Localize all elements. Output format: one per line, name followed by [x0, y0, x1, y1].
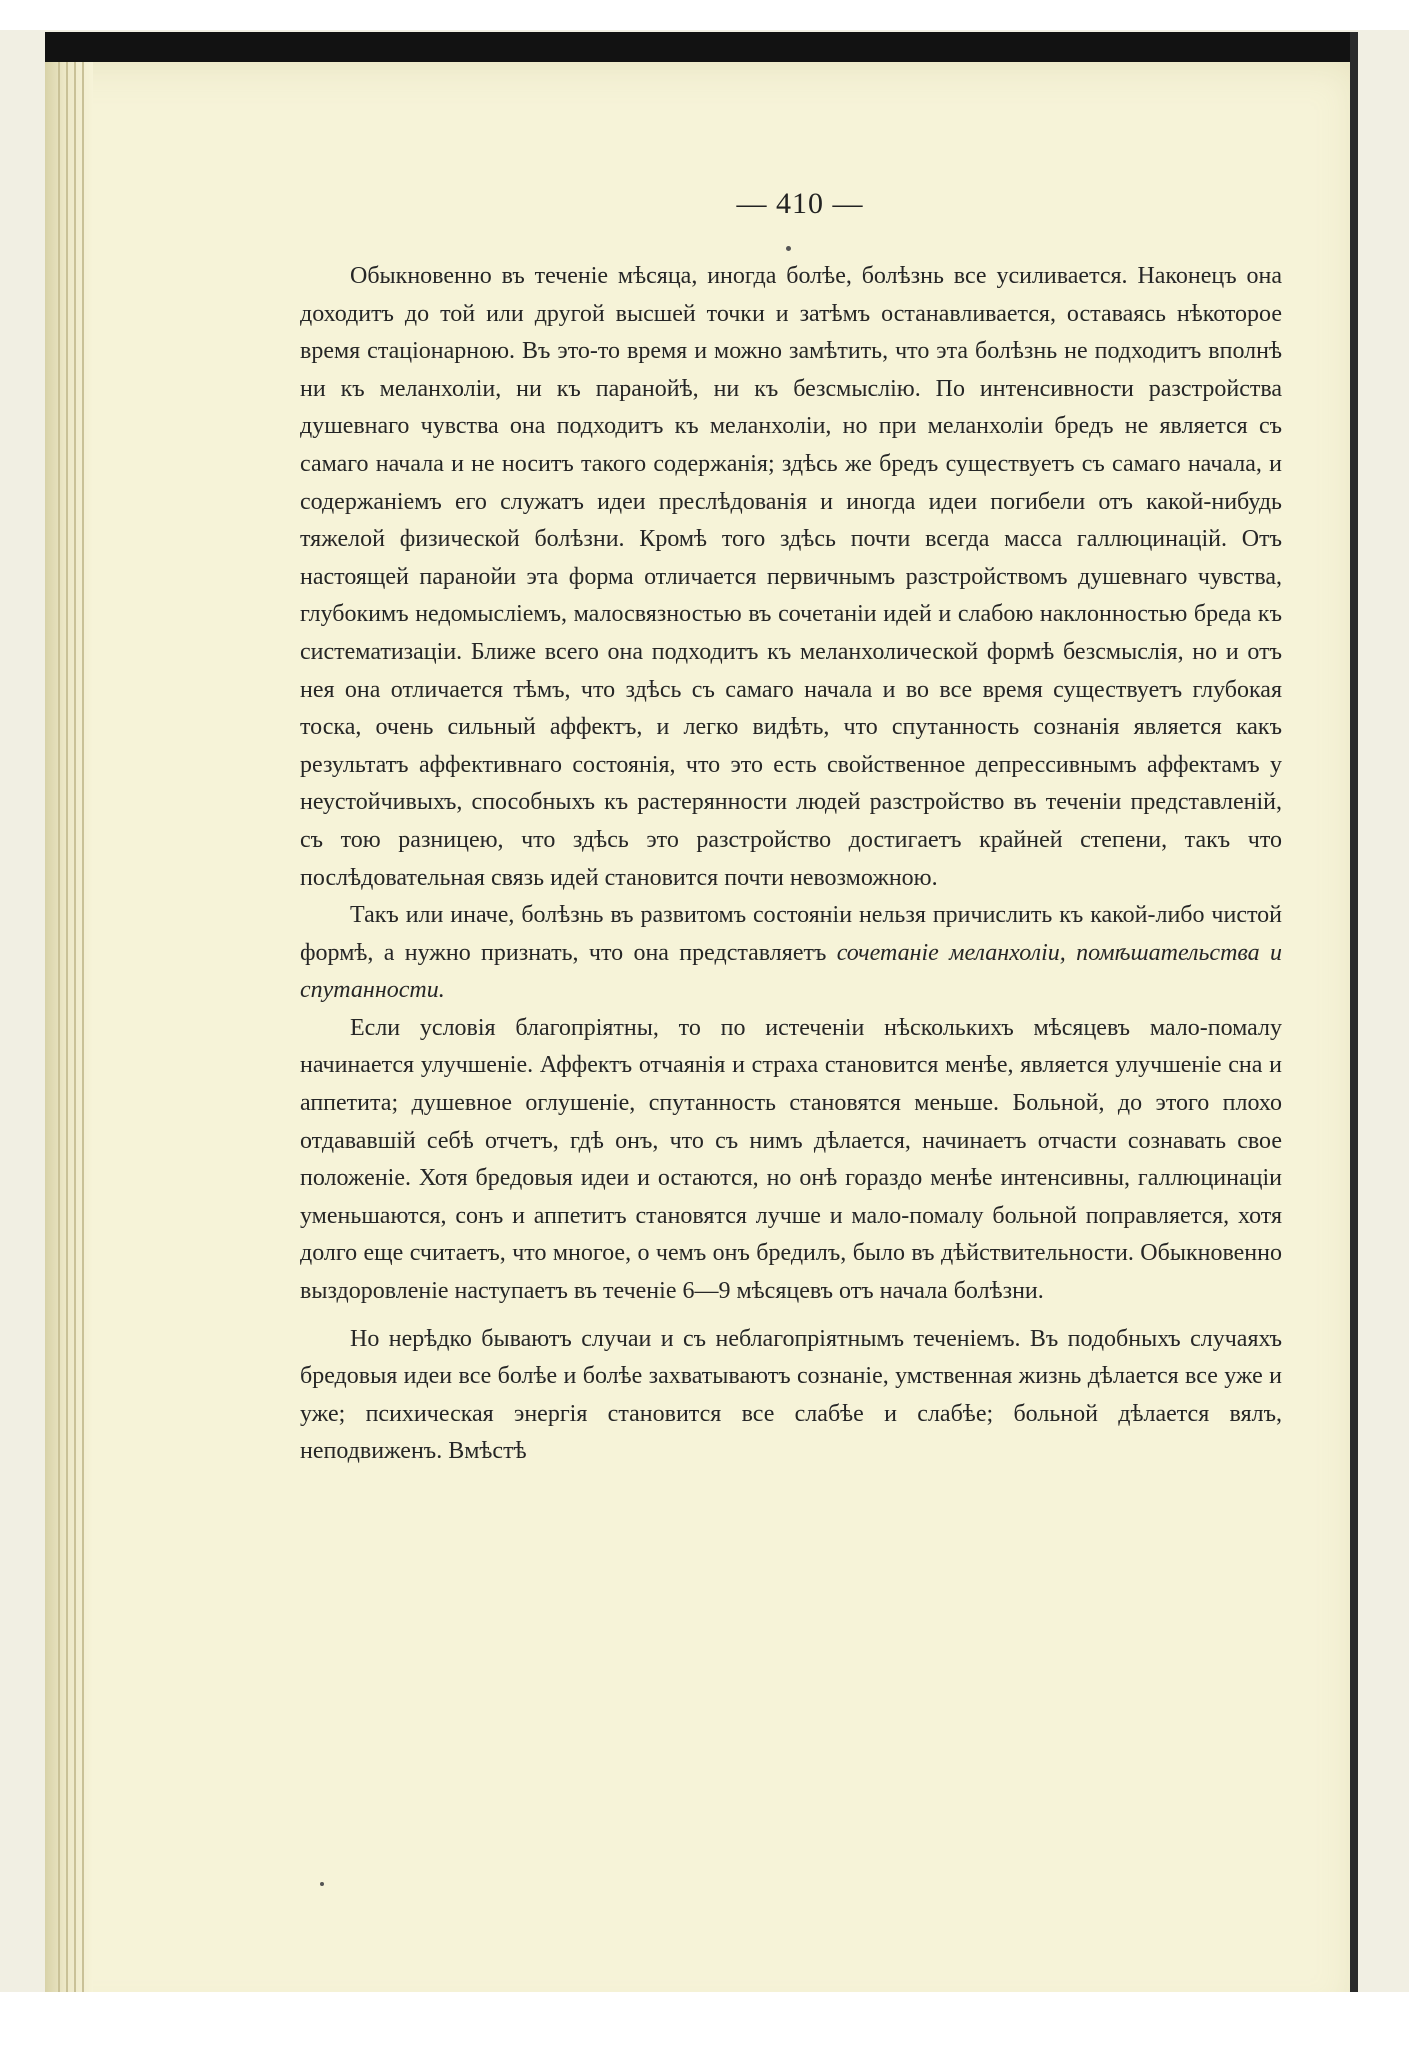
- book-spine-shadow: [45, 62, 93, 1992]
- page-edge-line: [58, 62, 60, 1992]
- print-speck: [786, 246, 791, 251]
- paragraph-2-text: Такъ или иначе, болѣзнь въ развитомъ состояніи нельзя причислить къ какой-либо чистой формѣ, а нужно признать, что она представляетъ: [300, 902, 1282, 966]
- paragraph-3: Если условія благопріятны, то по истеченіи нѣсколькихъ мѣсяцевъ мало-помалу начинается улучшеніе. Аффектъ отчаянія и страха становится менѣе, является улучшеніе сна и аппетита; душевное оглушеніе, спутанность становятся меньше. Больной, до этого плохо отдававшій себѣ отчетъ, гдѣ онъ, что съ нимъ дѣлается, начинаетъ отчасти сознавать свое положеніе. Хотя бредовыя идеи и остаются, но онѣ гораздо менѣе интенсивны, галлюцинаціи уменьшаются, сонъ и аппетитъ становятся лучше и мало-помалу больной поправляется, хотя долго еще считаетъ, что многое, о чемъ онъ бредилъ, было въ дѣйствительности. Обыкновенно выздоровленіе наступаетъ въ теченіе 6—9 мѣсяцевъ отъ начала болѣзни.: [300, 1014, 1282, 1305]
- page-edge-line: [74, 62, 76, 1992]
- page-number: — 410 —: [736, 187, 864, 220]
- page-edge-line: [82, 62, 84, 1992]
- page-body: [300, 258, 1282, 1471]
- scan-edge-right: [1350, 32, 1358, 1992]
- print-speck: [320, 1882, 324, 1886]
- scan-margin-top: [0, 0, 1409, 30]
- paragraph-2: [300, 897, 1282, 1010]
- page-edge-line: [66, 62, 68, 1992]
- paragraph-4: Но нерѣдко бываютъ случаи и съ неблагопріятнымъ теченіемъ. Въ подобныхъ случаяхъ бредовыя идеи все болѣе и болѣе захватываютъ сознаніе, умственная жизнь дѣлается все уже и уже; психическая энергія становится все слабѣе и слабѣе; больной дѣлается вялъ, неподвиженъ. Вмѣстѣ: [300, 1325, 1282, 1465]
- scan-margin-bottom: [0, 1992, 1409, 2050]
- paragraph-1: Обыкновенно въ теченіе мѣсяца, иногда болѣе, болѣзнь все усиливается. Наконецъ она доходитъ до той или другой высшей точки и затѣмъ останавливается, оставаясь нѣкоторое время стаціонарною. Въ это-то время и можно замѣтить, что эта болѣзнь не подходитъ вполнѣ ни къ меланхоліи, ни къ паранойѣ, ни къ безсмыслію. По интенсивности разстройства душевнаго чувства она подходитъ къ меланхоліи, но при меланхоліи бредъ не является съ самаго начала и не носитъ такого содержанія; здѣсь же бредъ существуетъ съ самаго начала, и содержаніемъ его служатъ идеи преслѣдованія и иногда идеи погибели отъ какой-нибудь тяжелой физической болѣзни. Кромѣ того здѣсь почти всегда масса галлюцинацій. Отъ настоящей паранойи эта форма отличается первичнымъ разстройствомъ душевнаго чувства, глубокимъ недомысліемъ, малосвязностью въ сочетаніи идей и слабою наклонностью бреда къ систематизаціи. Ближе всего она подходитъ къ меланхолической формѣ безсмыслія, но и отъ нея она отличается тѣмъ, что здѣсь съ самаго начала и во все время существуетъ глубокая тоска, очень сильный аффектъ, и легко видѣть, что спутанность сознанія является какъ результатъ аффективнаго состоянія, что это есть свойственное депрессивнымъ аффектамъ у неустойчивыхъ, способныхъ къ растерянности людей разстройство въ теченіи представленій, съ тою разницею, что здѣсь это разстройство достигаетъ крайней степени, такъ что послѣдовательная связь идей становится почти невозможною.: [300, 263, 1282, 891]
- italic-phrase: сочетаніе меланхоліи, помѣшательства и спутанности.: [300, 939, 1283, 1004]
